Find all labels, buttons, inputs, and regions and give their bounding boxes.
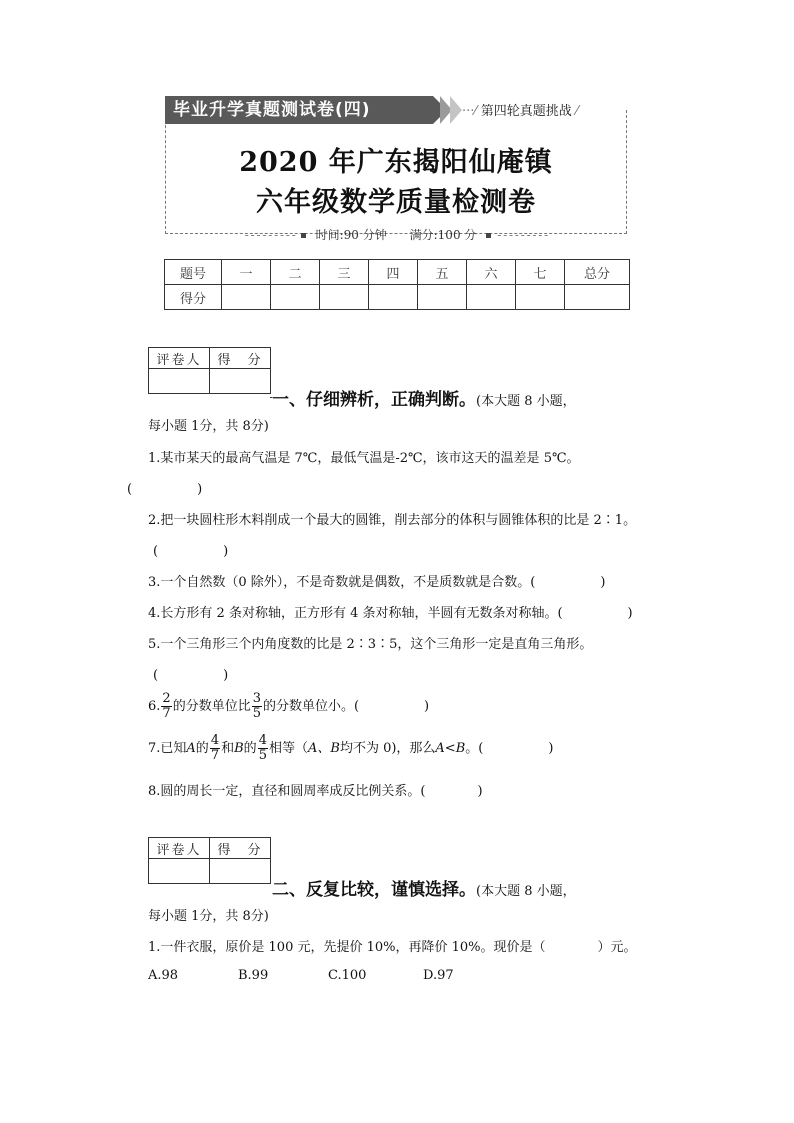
fraction-denominator: 7 — [210, 748, 220, 763]
score-cell[interactable] — [271, 285, 320, 310]
score-cell[interactable] — [222, 285, 271, 310]
question-6 — [148, 692, 429, 721]
section1-title — [272, 385, 576, 410]
exam-time-info: - - - - - - - - - 时间:90 分钟 满分:100 分 - - - - - - - - - — [244, 228, 548, 242]
grader-label: 评卷人 — [149, 348, 210, 369]
col-header: 七 — [516, 260, 565, 285]
section2-note: (本大题 8 小题， — [476, 884, 576, 899]
table-row — [165, 285, 630, 310]
question-8: 8.圆的周长一定，直径和圆周率成反比例关系。( ) — [148, 784, 483, 799]
fraction-denominator: 7 — [162, 706, 171, 721]
option-b[interactable]: B.99 — [238, 968, 269, 983]
answer-paren-5[interactable]: ( ) — [153, 668, 229, 683]
square-bullet-icon — [486, 233, 491, 238]
table-row — [165, 260, 630, 285]
score-cell[interactable] — [516, 285, 565, 310]
section1-note: (本大题 8 小题， — [476, 394, 576, 409]
col-header-total: 总分 — [565, 260, 630, 285]
round-badge: ···⁄ 第四轮真题挑战 ⁄ — [462, 104, 579, 119]
question-7 — [148, 734, 553, 763]
section1-note-line2: 每小题 1分，共 8分) — [148, 419, 269, 434]
score-cell[interactable] — [418, 285, 467, 310]
exam-duration: 时间:90 分钟 — [315, 228, 387, 242]
score-cell[interactable] — [210, 859, 271, 884]
fraction-denominator: 5 — [252, 706, 261, 721]
q6-suffix: 的分数单位小。( ) — [262, 699, 430, 714]
answer-paren-2[interactable]: ( ) — [153, 544, 229, 559]
grader-cell[interactable] — [149, 859, 210, 884]
question-4: 4.长方形有 2 条对称轴，正方形有 4 条对称轴，半圆有无数条对称轴。( ) — [148, 606, 633, 621]
square-bullet-icon — [301, 233, 306, 238]
grader-cell[interactable] — [149, 369, 210, 394]
q7-particle: 的 — [243, 741, 257, 756]
score-label: 得 分 — [210, 838, 271, 859]
col-header: 四 — [369, 260, 418, 285]
fraction-numerator: 4 — [258, 733, 267, 748]
var-b: B — [234, 741, 244, 756]
exam-title-line2: 六年级数学质量检测卷 — [256, 187, 536, 218]
q6-mid: 的分数单位比 — [172, 699, 251, 714]
q7-suffix: 相等（ — [268, 741, 308, 756]
score-cell-total[interactable] — [565, 285, 630, 310]
q6-prefix: 6. — [148, 699, 161, 714]
score-cell[interactable] — [320, 285, 369, 310]
question-3: 3.一个自然数（0 除外），不是奇数就是偶数，不是质数就是合数。( ) — [148, 575, 606, 590]
question-1: 1.某市某天的最高气温是 7℃，最低气温是-2℃，该市这天的温差是 5℃。 — [148, 451, 580, 466]
score-cell[interactable] — [210, 369, 271, 394]
row-label-question: 题号 — [165, 260, 222, 285]
question-5: 5.一个三角形三个内角度数的比是 2∶3∶5，这个三角形一定是直角三角形。 — [148, 637, 593, 652]
section2-note-line2: 每小题 1分，共 8分) — [148, 909, 269, 924]
fraction — [252, 692, 262, 721]
fraction — [210, 734, 220, 763]
score-label: 得 分 — [210, 348, 271, 369]
grader-label: 评卷人 — [149, 838, 210, 859]
q7-particle: 的 — [195, 741, 209, 756]
fraction — [258, 734, 268, 763]
var-compare: A<B — [435, 741, 466, 756]
section2-title-text: 二、反复比较，谨慎选择。 — [272, 880, 476, 900]
round-badge-text: 第四轮真题挑战 — [480, 104, 572, 119]
section2-question-1: 1.一件衣服，原价是 100 元，先提价 10%，再降价 10%。现价是（ ）元。 — [148, 940, 637, 955]
section2-title — [272, 875, 576, 900]
exam-title-line1: 2020 年广东揭阳仙庵镇 — [239, 147, 553, 178]
q7-and: 和 — [221, 741, 235, 756]
exam-banner: 毕业升学真题测试卷(四) — [165, 96, 433, 124]
answer-paren-1[interactable]: ( ) — [127, 482, 203, 497]
chevron-right-icon — [450, 96, 462, 124]
grader-box — [148, 837, 271, 884]
grader-box — [148, 347, 271, 394]
fraction — [161, 692, 171, 721]
score-table — [164, 259, 630, 310]
var-a: A — [186, 741, 196, 756]
fraction-numerator: 4 — [210, 733, 220, 748]
option-c[interactable]: C.100 — [328, 968, 367, 983]
var-ab: A、B — [307, 741, 340, 756]
col-header: 三 — [320, 260, 369, 285]
q7-tail: 均不为 0)，那么 — [339, 741, 436, 756]
fraction-numerator: 3 — [252, 691, 261, 706]
col-header: 五 — [418, 260, 467, 285]
option-d[interactable]: D.97 — [423, 968, 454, 983]
col-header: 一 — [222, 260, 271, 285]
option-a[interactable]: A.98 — [148, 968, 179, 983]
col-header: 二 — [271, 260, 320, 285]
row-label-score: 得分 — [165, 285, 222, 310]
score-cell[interactable] — [467, 285, 516, 310]
fraction-numerator: 2 — [162, 691, 171, 706]
q7-end: 。( ) — [465, 741, 554, 756]
exam-full-score: 满分:100 分 — [409, 228, 477, 242]
col-header: 六 — [467, 260, 516, 285]
question-2: 2.把一块圆柱形木料削成一个最大的圆锥，削去部分的体积与圆锥体积的比是 2∶1。 — [148, 513, 637, 528]
q7-prefix: 7.已知 — [148, 741, 187, 756]
score-cell[interactable] — [369, 285, 418, 310]
fraction-denominator: 5 — [258, 748, 267, 763]
section1-title-text: 一、仔细辨析，正确判断。 — [272, 390, 476, 410]
